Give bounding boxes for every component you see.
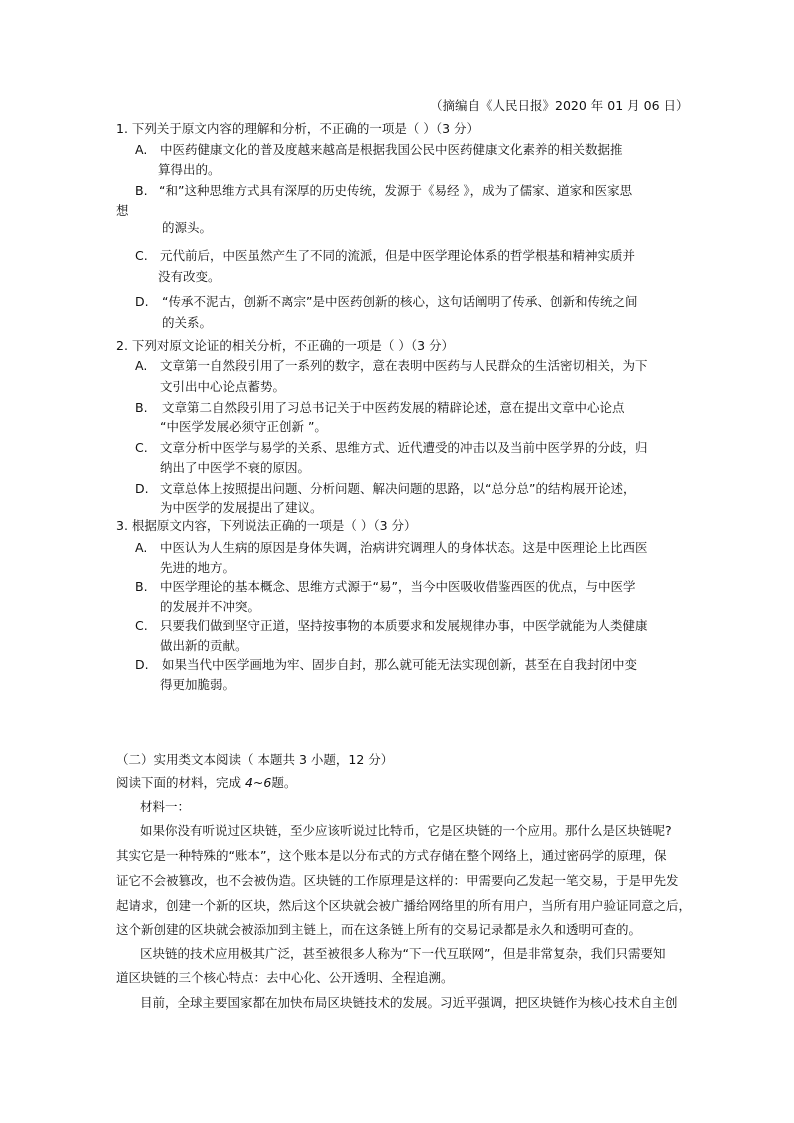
question-stem: 3. 根据原文内容，下列说法正确的一项是（ ）（3 分） xyxy=(116,518,417,533)
option-text: 如果当代中医学画地为牢、固步自封，那么就可能无法实现创新，甚至在自我封闭中变 xyxy=(162,657,638,672)
option-text: 中医认为人生病的原因是身体失调，治病讲究调理人的身体状态。这是中医理论上比西医 xyxy=(160,540,648,555)
option-text: 只要我们做到坚守正道，坚持按事物的本质要求和发展规律办事，中医学就能为人类健康 xyxy=(160,618,648,633)
option-text-cont: 文引出中心论点蓄势。 xyxy=(160,379,286,394)
option-text: 文章第一自然段引用了一系列的数字，意在表明中医药与人民群众的生活密切相关，为下 xyxy=(160,358,648,373)
option-letter: B. xyxy=(135,183,148,198)
paragraph-line: 如果你没有听说过区块链，至少应该听说过比特币，它是区块链的一个应用。那什么是区块链呢? xyxy=(140,823,672,838)
option-text-cont: 算得出的。 xyxy=(158,162,221,177)
option-text: 中医学理论的基本概念、思维方式源于“易”，当今中医吸收借鉴西医的优点，与中医学 xyxy=(160,579,636,594)
option-text-overflow: 想 xyxy=(116,203,129,218)
option-letter: A. xyxy=(135,142,148,157)
option-letter: C. xyxy=(135,618,148,633)
section-instruction: 阅读下面的材料，完成 4~6题。 xyxy=(116,775,297,790)
option-text-cont: 的源头。 xyxy=(162,220,213,235)
option-text-cont: 做出新的贡献。 xyxy=(160,638,248,653)
option-letter: D. xyxy=(135,481,149,496)
option-letter: A. xyxy=(135,540,148,555)
option-letter: C. xyxy=(135,248,148,263)
option-letter: B. xyxy=(135,400,148,415)
section-heading: （二）实用类文本阅读（ 本题共 3 小题，12 分） xyxy=(116,752,394,767)
option-text-cont: 没有改变。 xyxy=(158,269,221,284)
paragraph-line: 其实它是一种特殊的“账本”，这个账本是以分布式的方式存储在整个网络上，通过密码学的原理，保 xyxy=(116,848,667,863)
paragraph-line: 道区块链的三个核心特点：去中心化、公开透明、全程追溯。 xyxy=(116,970,454,985)
option-text-cont: 为中医学的发展提出了建议。 xyxy=(160,500,323,515)
option-text: “和”这种思维方式具有深厚的历史传统，发源于《易经 》，成为了儒家、道家和医家思 xyxy=(159,183,633,198)
option-text: 文章分析中医学与易学的关系、思维方式、近代遭受的冲击以及当前中医学界的分歧，归 xyxy=(160,440,648,455)
option-letter: D. xyxy=(135,294,149,309)
option-letter: B. xyxy=(135,579,148,594)
source-citation: （摘编自《人民日报》2020 年 01 月 06 日） xyxy=(430,98,689,113)
option-letter: A. xyxy=(135,358,148,373)
option-letter: D. xyxy=(135,657,149,672)
paragraph-line: 目前，全球主要国家都在加快布局区块链技术的发展。习近平强调，把区块链作为核心技术自主创 xyxy=(140,995,678,1010)
paragraph-line: 区块链的技术应用极其广泛，甚至被很多人称为“下一代互联网”，但是非常复杂，我们只需要知 xyxy=(140,946,666,961)
paragraph-line: 起请求，创建一个新的区块，然后这个区块就会被广播给网络里的所有用户，当所有用户验证同意之后， xyxy=(116,898,692,913)
option-text-cont: 得更加脆弱。 xyxy=(160,677,236,692)
option-letter: C. xyxy=(135,440,148,455)
option-text: 文章第二自然段引用了习总书记关于中医药发展的精辟论述，意在提出文章中心论点 xyxy=(162,400,625,415)
option-text-cont: 的发展并不冲突。 xyxy=(160,599,261,614)
question-stem: 1. 下列关于原文内容的理解和分析，不正确的一项是（ ）（3 分） xyxy=(116,121,480,136)
material-label: 材料一： xyxy=(140,799,191,814)
option-text: 元代前后，中医虽然产生了不同的流派，但是中医学理论体系的哲学根基和精神实质并 xyxy=(160,248,636,263)
option-text: 中医药健康文化的普及度越来越高是根据我国公民中医药健康文化素养的相关数据推 xyxy=(160,142,623,157)
paragraph-line: 这个新创建的区块就会被添加到主链上，而在这条链上所有的交易记录都是永久和透明可查的。 xyxy=(116,922,642,937)
option-text-cont: 的关系。 xyxy=(162,315,213,330)
option-text: 文章总体上按照提出问题、分析问题、解决问题的思路，以“总分总”的结构展开论述， xyxy=(160,481,636,496)
question-stem: 2. 下列对原文论证的相关分析，不正确的一项是（ ）（3 分） xyxy=(116,338,455,353)
option-text-cont: “中医学发展必须守正创新 ”。 xyxy=(160,419,327,434)
option-text: “传承不泥古，创新不离宗”是中医药创新的核心，这句话阐明了传承、创新和传统之间 xyxy=(162,294,638,309)
option-text-cont: 纳出了中医学不衰的原因。 xyxy=(160,460,311,475)
paragraph-line: 证它不会被篡改，也不会被伪造。区块链的工作原理是这样的：甲需要向乙发起一笔交易，于是甲先发 xyxy=(116,873,679,888)
option-text-cont: 先进的地方。 xyxy=(160,560,236,575)
